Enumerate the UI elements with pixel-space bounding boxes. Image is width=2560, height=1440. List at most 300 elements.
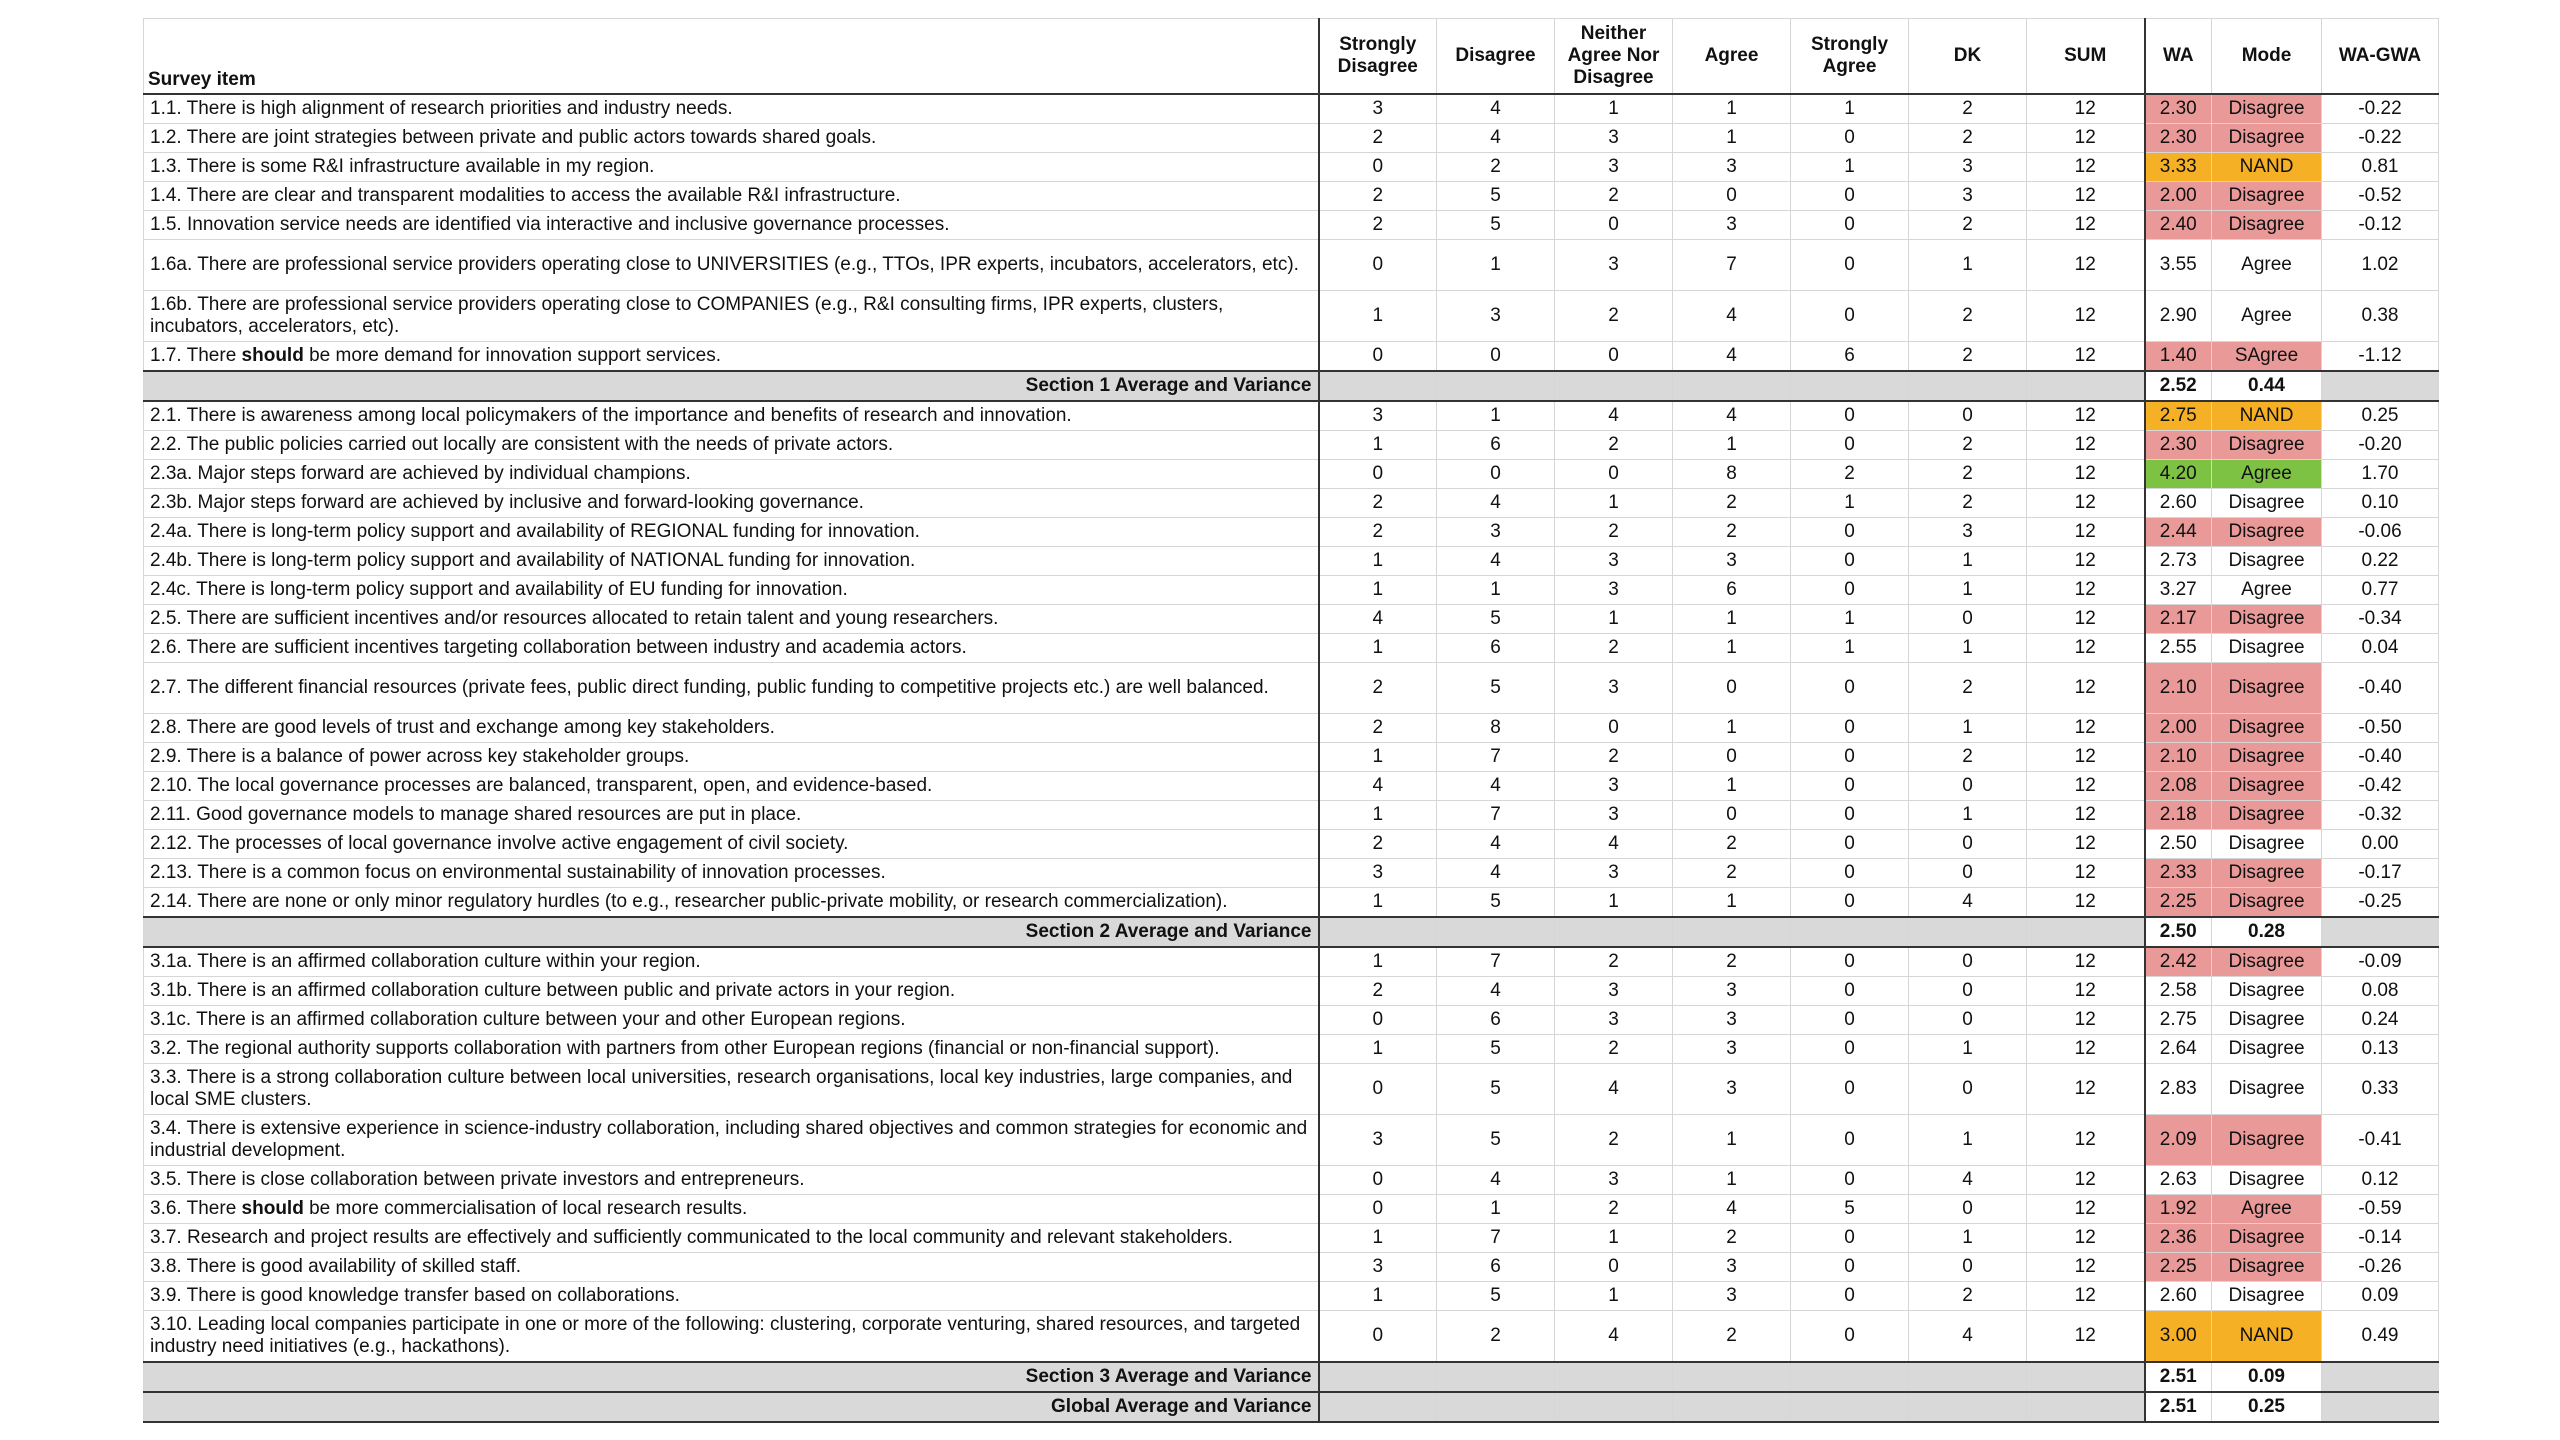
survey-item-cell: 3.3. There is a strong collaboration culture between local universities, research organisations, local key industries, large companies, and local SME clusters. <box>144 1064 1319 1115</box>
strongly-agree-count: 5 <box>1791 1195 1909 1224</box>
strongly-agree-count: 0 <box>1791 401 1909 431</box>
summary-empty-cell <box>1437 1362 1555 1392</box>
neither-count: 2 <box>1555 182 1673 211</box>
agree-count: 3 <box>1673 1006 1791 1035</box>
wa-gwa-value: -0.41 <box>2322 1115 2439 1166</box>
summary-empty-cell <box>2322 371 2439 401</box>
strongly-disagree-count: 1 <box>1319 634 1437 663</box>
strongly-agree-count: 0 <box>1791 1115 1909 1166</box>
strongly-disagree-count: 2 <box>1319 489 1437 518</box>
disagree-count: 1 <box>1437 576 1555 605</box>
sum-count: 12 <box>2027 547 2145 576</box>
survey-item-cell: 3.1b. There is an affirmed collaboration culture between public and private actors in your region. <box>144 977 1319 1006</box>
mode-value: Disagree <box>2212 547 2322 576</box>
neither-count: 0 <box>1555 211 1673 240</box>
header-strongly-disagree: Strongly Disagree <box>1319 19 1437 95</box>
summary-variance: 0.09 <box>2212 1362 2322 1392</box>
table-row <box>144 634 2439 663</box>
wa-value: 2.63 <box>2145 1166 2212 1195</box>
mode-value: SAgree <box>2212 342 2322 372</box>
neither-count: 3 <box>1555 772 1673 801</box>
agree-count: 1 <box>1673 714 1791 743</box>
wa-value: 2.25 <box>2145 888 2212 918</box>
agree-count: 0 <box>1673 801 1791 830</box>
wa-value: 3.27 <box>2145 576 2212 605</box>
strongly-disagree-count: 1 <box>1319 576 1437 605</box>
table-row <box>144 1064 2439 1115</box>
sum-count: 12 <box>2027 1224 2145 1253</box>
wa-value: 2.25 <box>2145 1253 2212 1282</box>
sum-count: 12 <box>2027 634 2145 663</box>
wa-value: 2.33 <box>2145 859 2212 888</box>
strongly-agree-count: 0 <box>1791 743 1909 772</box>
strongly-agree-count: 0 <box>1791 1224 1909 1253</box>
wa-gwa-value: -0.22 <box>2322 94 2439 124</box>
strongly-agree-count: 0 <box>1791 1282 1909 1311</box>
survey-item-cell: 3.10. Leading local companies participate in one or more of the following: clustering, corporate venturing, shared resources, and targeted industry need initiatives (e.g., hackathons). <box>144 1311 1319 1363</box>
wa-gwa-value: 0.38 <box>2322 291 2439 342</box>
strongly-disagree-count: 1 <box>1319 1035 1437 1064</box>
dk-count: 3 <box>1909 153 2027 182</box>
table-row <box>144 714 2439 743</box>
strongly-agree-count: 1 <box>1791 489 1909 518</box>
mode-value: Disagree <box>2212 94 2322 124</box>
disagree-count: 6 <box>1437 1006 1555 1035</box>
table-row <box>144 211 2439 240</box>
survey-item-cell: 1.7. There should be more demand for innovation support services. <box>144 342 1319 372</box>
table-body <box>144 94 2439 1422</box>
sum-count: 12 <box>2027 1035 2145 1064</box>
survey-item-cell: 1.5. Innovation service needs are identified via interactive and inclusive governance processes. <box>144 211 1319 240</box>
disagree-count: 4 <box>1437 124 1555 153</box>
table-row <box>144 830 2439 859</box>
dk-count: 2 <box>1909 489 2027 518</box>
summary-empty-cell <box>1319 371 1437 401</box>
agree-count: 3 <box>1673 1064 1791 1115</box>
mode-value: Disagree <box>2212 1282 2322 1311</box>
summary-empty-cell <box>1673 371 1791 401</box>
neither-count: 4 <box>1555 830 1673 859</box>
strongly-agree-count: 0 <box>1791 518 1909 547</box>
mode-value: Disagree <box>2212 772 2322 801</box>
disagree-count: 0 <box>1437 342 1555 372</box>
strongly-disagree-count: 2 <box>1319 211 1437 240</box>
mode-value: Disagree <box>2212 211 2322 240</box>
summary-empty-cell <box>1437 371 1555 401</box>
mode-value: Disagree <box>2212 182 2322 211</box>
survey-results-table <box>143 18 2439 1423</box>
mode-value: Disagree <box>2212 859 2322 888</box>
agree-count: 3 <box>1673 1035 1791 1064</box>
dk-count: 0 <box>1909 1006 2027 1035</box>
disagree-count: 4 <box>1437 772 1555 801</box>
strongly-disagree-count: 1 <box>1319 743 1437 772</box>
disagree-count: 5 <box>1437 1282 1555 1311</box>
survey-item-cell: 2.14. There are none or only minor regulatory hurdles (to e.g., researcher public-private mobility, or research commercialization). <box>144 888 1319 918</box>
strongly-agree-count: 0 <box>1791 1311 1909 1363</box>
disagree-count: 5 <box>1437 211 1555 240</box>
wa-value: 2.30 <box>2145 431 2212 460</box>
table-row <box>144 182 2439 211</box>
survey-item-cell: 3.1a. There is an affirmed collaboration culture within your region. <box>144 947 1319 977</box>
strongly-agree-count: 0 <box>1791 1166 1909 1195</box>
table-row <box>144 94 2439 124</box>
table-row <box>144 888 2439 918</box>
survey-item-cell: 2.4b. There is long-term policy support and availability of NATIONAL funding for innovation. <box>144 547 1319 576</box>
strongly-disagree-count: 0 <box>1319 153 1437 182</box>
header-disagree: Disagree <box>1437 19 1555 95</box>
survey-item-cell: 3.6. There should be more commercialisation of local research results. <box>144 1195 1319 1224</box>
strongly-disagree-count: 2 <box>1319 518 1437 547</box>
summary-empty-cell <box>1909 917 2027 947</box>
wa-gwa-value: 0.00 <box>2322 830 2439 859</box>
summary-empty-cell <box>1791 1362 1909 1392</box>
strongly-agree-count: 0 <box>1791 431 1909 460</box>
dk-count: 0 <box>1909 1064 2027 1115</box>
table-row <box>144 1115 2439 1166</box>
dk-count: 2 <box>1909 431 2027 460</box>
summary-average: 2.52 <box>2145 371 2212 401</box>
wa-gwa-value: -0.40 <box>2322 663 2439 714</box>
mode-value: Agree <box>2212 1195 2322 1224</box>
table-row <box>144 518 2439 547</box>
strongly-agree-count: 0 <box>1791 1035 1909 1064</box>
disagree-count: 4 <box>1437 547 1555 576</box>
table-row <box>144 547 2439 576</box>
strongly-disagree-count: 4 <box>1319 605 1437 634</box>
summary-variance: 0.25 <box>2212 1392 2322 1422</box>
summary-empty-cell <box>2027 371 2145 401</box>
strongly-disagree-count: 2 <box>1319 830 1437 859</box>
dk-count: 3 <box>1909 182 2027 211</box>
survey-item-cell: 3.8. There is good availability of skilled staff. <box>144 1253 1319 1282</box>
table-row <box>144 1035 2439 1064</box>
dk-count: 2 <box>1909 124 2027 153</box>
mode-value: Disagree <box>2212 489 2322 518</box>
wa-value: 2.90 <box>2145 291 2212 342</box>
sum-count: 12 <box>2027 743 2145 772</box>
sum-count: 12 <box>2027 460 2145 489</box>
dk-count: 1 <box>1909 1115 2027 1166</box>
neither-count: 0 <box>1555 714 1673 743</box>
survey-item-cell: 1.6a. There are professional service providers operating close to UNIVERSITIES (e.g., TTOs, IPR experts, incubators, accelerators, etc). <box>144 240 1319 291</box>
summary-empty-cell <box>2322 1362 2439 1392</box>
neither-count: 3 <box>1555 663 1673 714</box>
wa-gwa-value: -0.42 <box>2322 772 2439 801</box>
mode-value: Disagree <box>2212 1253 2322 1282</box>
strongly-disagree-count: 0 <box>1319 1195 1437 1224</box>
survey-item-cell: 2.1. There is awareness among local policymakers of the importance and benefits of research and innovation. <box>144 401 1319 431</box>
table-row <box>144 1311 2439 1363</box>
summary-empty-cell <box>1909 1392 2027 1422</box>
disagree-count: 5 <box>1437 182 1555 211</box>
mode-value: Disagree <box>2212 947 2322 977</box>
section-summary-row <box>144 917 2439 947</box>
strongly-agree-count: 0 <box>1791 859 1909 888</box>
wa-gwa-value: 0.13 <box>2322 1035 2439 1064</box>
dk-count: 2 <box>1909 743 2027 772</box>
wa-gwa-value: -0.20 <box>2322 431 2439 460</box>
dk-count: 0 <box>1909 605 2027 634</box>
neither-count: 2 <box>1555 947 1673 977</box>
dk-count: 0 <box>1909 977 2027 1006</box>
dk-count: 0 <box>1909 859 2027 888</box>
sum-count: 12 <box>2027 947 2145 977</box>
agree-count: 1 <box>1673 605 1791 634</box>
table-row <box>144 859 2439 888</box>
summary-empty-cell <box>1437 1392 1555 1422</box>
sum-count: 12 <box>2027 431 2145 460</box>
wa-gwa-value: -0.34 <box>2322 605 2439 634</box>
wa-gwa-value: 0.81 <box>2322 153 2439 182</box>
sum-count: 12 <box>2027 977 2145 1006</box>
mode-value: Agree <box>2212 240 2322 291</box>
strongly-agree-count: 0 <box>1791 240 1909 291</box>
disagree-count: 0 <box>1437 460 1555 489</box>
strongly-disagree-count: 2 <box>1319 977 1437 1006</box>
wa-gwa-value: -0.26 <box>2322 1253 2439 1282</box>
wa-value: 2.30 <box>2145 124 2212 153</box>
agree-count: 2 <box>1673 518 1791 547</box>
wa-value: 2.58 <box>2145 977 2212 1006</box>
neither-count: 2 <box>1555 1035 1673 1064</box>
neither-count: 3 <box>1555 859 1673 888</box>
sum-count: 12 <box>2027 830 2145 859</box>
wa-gwa-value: 0.09 <box>2322 1282 2439 1311</box>
dk-count: 1 <box>1909 1035 2027 1064</box>
table-row <box>144 1195 2439 1224</box>
dk-count: 0 <box>1909 1253 2027 1282</box>
wa-value: 2.30 <box>2145 94 2212 124</box>
agree-count: 2 <box>1673 489 1791 518</box>
strongly-disagree-count: 0 <box>1319 1064 1437 1115</box>
dk-count: 2 <box>1909 94 2027 124</box>
wa-value: 2.09 <box>2145 1115 2212 1166</box>
mode-value: Disagree <box>2212 663 2322 714</box>
agree-count: 2 <box>1673 830 1791 859</box>
neither-count: 3 <box>1555 1166 1673 1195</box>
strongly-agree-count: 0 <box>1791 830 1909 859</box>
strongly-agree-count: 0 <box>1791 1006 1909 1035</box>
mode-value: Disagree <box>2212 977 2322 1006</box>
table-row <box>144 431 2439 460</box>
wa-gwa-value: 0.10 <box>2322 489 2439 518</box>
strongly-disagree-count: 0 <box>1319 240 1437 291</box>
agree-count: 1 <box>1673 431 1791 460</box>
dk-count: 0 <box>1909 772 2027 801</box>
strongly-disagree-count: 3 <box>1319 94 1437 124</box>
agree-count: 2 <box>1673 1224 1791 1253</box>
wa-gwa-value: -1.12 <box>2322 342 2439 372</box>
mode-value: Disagree <box>2212 1115 2322 1166</box>
neither-count: 3 <box>1555 547 1673 576</box>
survey-item-cell: 2.3b. Major steps forward are achieved by inclusive and forward-looking governance. <box>144 489 1319 518</box>
header-survey-item: Survey item <box>144 19 1319 95</box>
survey-item-cell: 2.4a. There is long-term policy support and availability of REGIONAL funding for innovation. <box>144 518 1319 547</box>
sum-count: 12 <box>2027 182 2145 211</box>
strongly-disagree-count: 4 <box>1319 772 1437 801</box>
summary-label: Section 2 Average and Variance <box>144 917 1319 947</box>
table-row <box>144 401 2439 431</box>
sum-count: 12 <box>2027 576 2145 605</box>
table-row <box>144 240 2439 291</box>
strongly-agree-count: 0 <box>1791 977 1909 1006</box>
wa-gwa-value: -0.12 <box>2322 211 2439 240</box>
neither-count: 3 <box>1555 1006 1673 1035</box>
table-row <box>144 1224 2439 1253</box>
wa-gwa-value: -0.59 <box>2322 1195 2439 1224</box>
agree-count: 1 <box>1673 124 1791 153</box>
neither-count: 1 <box>1555 1282 1673 1311</box>
sum-count: 12 <box>2027 124 2145 153</box>
neither-count: 1 <box>1555 888 1673 918</box>
mode-value: Disagree <box>2212 605 2322 634</box>
disagree-count: 7 <box>1437 1224 1555 1253</box>
agree-count: 3 <box>1673 977 1791 1006</box>
strongly-disagree-count: 3 <box>1319 859 1437 888</box>
neither-count: 4 <box>1555 1311 1673 1363</box>
sum-count: 12 <box>2027 240 2145 291</box>
strongly-agree-count: 0 <box>1791 947 1909 977</box>
wa-gwa-value: -0.17 <box>2322 859 2439 888</box>
wa-gwa-value: -0.06 <box>2322 518 2439 547</box>
agree-count: 6 <box>1673 576 1791 605</box>
mode-value: Disagree <box>2212 888 2322 918</box>
wa-value: 2.64 <box>2145 1035 2212 1064</box>
dk-count: 2 <box>1909 460 2027 489</box>
wa-value: 2.50 <box>2145 830 2212 859</box>
dk-count: 0 <box>1909 947 2027 977</box>
survey-item-cell: 2.6. There are sufficient incentives targeting collaboration between industry and academia actors. <box>144 634 1319 663</box>
table-row <box>144 489 2439 518</box>
table-row <box>144 1253 2439 1282</box>
disagree-count: 3 <box>1437 291 1555 342</box>
strongly-disagree-count: 3 <box>1319 1115 1437 1166</box>
survey-item-cell: 1.2. There are joint strategies between private and public actors towards shared goals. <box>144 124 1319 153</box>
table-row <box>144 801 2439 830</box>
strongly-disagree-count: 1 <box>1319 1224 1437 1253</box>
wa-value: 2.42 <box>2145 947 2212 977</box>
disagree-count: 6 <box>1437 1253 1555 1282</box>
wa-gwa-value: 1.02 <box>2322 240 2439 291</box>
dk-count: 4 <box>1909 1311 2027 1363</box>
summary-empty-cell <box>1791 917 1909 947</box>
summary-empty-cell <box>1437 917 1555 947</box>
wa-value: 2.60 <box>2145 489 2212 518</box>
wa-value: 2.83 <box>2145 1064 2212 1115</box>
strongly-agree-count: 1 <box>1791 634 1909 663</box>
summary-empty-cell <box>2027 917 2145 947</box>
wa-gwa-value: -0.52 <box>2322 182 2439 211</box>
neither-count: 3 <box>1555 576 1673 605</box>
strongly-agree-count: 0 <box>1791 1064 1909 1115</box>
agree-count: 4 <box>1673 1195 1791 1224</box>
mode-value: NAND <box>2212 401 2322 431</box>
neither-count: 3 <box>1555 240 1673 291</box>
survey-item-cell: 3.9. There is good knowledge transfer based on collaborations. <box>144 1282 1319 1311</box>
summary-variance: 0.44 <box>2212 371 2322 401</box>
section-summary-row <box>144 371 2439 401</box>
sum-count: 12 <box>2027 342 2145 372</box>
mode-value: Disagree <box>2212 1006 2322 1035</box>
neither-count: 2 <box>1555 1115 1673 1166</box>
sum-count: 12 <box>2027 888 2145 918</box>
table-row <box>144 663 2439 714</box>
strongly-disagree-count: 1 <box>1319 801 1437 830</box>
agree-count: 3 <box>1673 1253 1791 1282</box>
disagree-count: 5 <box>1437 1035 1555 1064</box>
strongly-agree-count: 0 <box>1791 291 1909 342</box>
survey-item-cell: 2.9. There is a balance of power across key stakeholder groups. <box>144 743 1319 772</box>
header-row <box>144 19 2439 95</box>
sum-count: 12 <box>2027 1195 2145 1224</box>
wa-gwa-value: 0.49 <box>2322 1311 2439 1363</box>
disagree-count: 4 <box>1437 977 1555 1006</box>
wa-value: 2.00 <box>2145 714 2212 743</box>
summary-empty-cell <box>1673 1392 1791 1422</box>
neither-count: 0 <box>1555 342 1673 372</box>
table-row <box>144 291 2439 342</box>
agree-count: 0 <box>1673 182 1791 211</box>
mode-value: Disagree <box>2212 634 2322 663</box>
neither-count: 4 <box>1555 401 1673 431</box>
wa-value: 2.75 <box>2145 1006 2212 1035</box>
mode-value: Disagree <box>2212 830 2322 859</box>
mode-value: Disagree <box>2212 518 2322 547</box>
disagree-count: 1 <box>1437 240 1555 291</box>
strongly-disagree-count: 0 <box>1319 1006 1437 1035</box>
table-row <box>144 124 2439 153</box>
header-strongly-agree: Strongly Agree <box>1791 19 1909 95</box>
strongly-agree-count: 2 <box>1791 460 1909 489</box>
wa-value: 2.40 <box>2145 211 2212 240</box>
disagree-count: 6 <box>1437 431 1555 460</box>
summary-empty-cell <box>1319 1392 1437 1422</box>
survey-item-cell: 3.7. Research and project results are effectively and sufficiently communicated to the local community and relevant stakeholders. <box>144 1224 1319 1253</box>
dk-count: 2 <box>1909 211 2027 240</box>
dk-count: 2 <box>1909 291 2027 342</box>
table-row <box>144 1006 2439 1035</box>
header-sum: SUM <box>2027 19 2145 95</box>
mode-value: Disagree <box>2212 743 2322 772</box>
dk-count: 4 <box>1909 1166 2027 1195</box>
wa-value: 1.92 <box>2145 1195 2212 1224</box>
neither-count: 4 <box>1555 1064 1673 1115</box>
agree-count: 7 <box>1673 240 1791 291</box>
strongly-disagree-count: 1 <box>1319 547 1437 576</box>
dk-count: 0 <box>1909 830 2027 859</box>
agree-count: 4 <box>1673 401 1791 431</box>
wa-gwa-value: 0.08 <box>2322 977 2439 1006</box>
table-row <box>144 977 2439 1006</box>
survey-item-cell: 3.2. The regional authority supports collaboration with partners from other European regions (financial or non-financial support). <box>144 1035 1319 1064</box>
neither-count: 2 <box>1555 291 1673 342</box>
strongly-agree-count: 6 <box>1791 342 1909 372</box>
summary-empty-cell <box>1319 917 1437 947</box>
dk-count: 1 <box>1909 714 2027 743</box>
agree-count: 0 <box>1673 663 1791 714</box>
strongly-disagree-count: 2 <box>1319 182 1437 211</box>
summary-empty-cell <box>2322 1392 2439 1422</box>
table-row <box>144 743 2439 772</box>
table-row <box>144 1282 2439 1311</box>
neither-count: 0 <box>1555 460 1673 489</box>
dk-count: 4 <box>1909 888 2027 918</box>
agree-count: 1 <box>1673 94 1791 124</box>
neither-count: 3 <box>1555 977 1673 1006</box>
summary-empty-cell <box>1555 1362 1673 1392</box>
sum-count: 12 <box>2027 1115 2145 1166</box>
